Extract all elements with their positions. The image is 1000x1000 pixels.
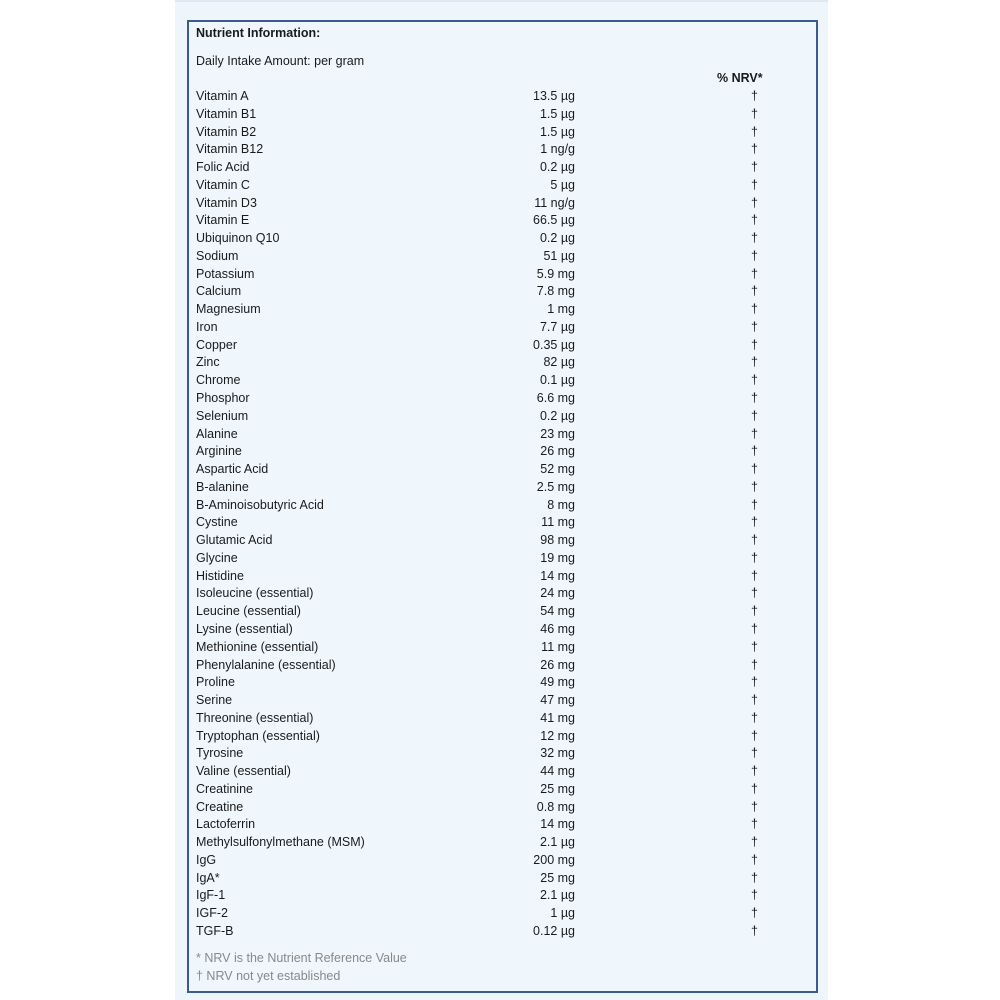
nutrient-name: Isoleucine (essential): [196, 586, 314, 601]
nutrient-name: B-Aminoisobutyric Acid: [196, 497, 324, 512]
nutrient-amount: 0.12 µg: [533, 923, 575, 938]
table-row: [196, 372, 796, 390]
table-row: [196, 745, 796, 763]
nutrient-name: Creatinine: [196, 781, 253, 796]
table-row: [196, 301, 796, 319]
nrv-value: †: [751, 373, 758, 388]
nutrient-amount: 1.5 µg: [539, 124, 575, 139]
nutrient-amount: 32 mg: [540, 746, 575, 761]
nutrient-name: Vitamin C: [196, 177, 250, 192]
nutrient-amount: 51 µg: [543, 248, 575, 263]
nutrient-amount: 47 mg: [540, 693, 575, 708]
table-row: [196, 674, 796, 692]
nutrient-amount: 24 mg: [540, 586, 575, 601]
nutrient-name: IgF-1: [196, 888, 226, 903]
nrv-value: †: [751, 124, 758, 139]
nutrient-name: Methylsulfonylmethane (MSM): [196, 835, 365, 850]
nrv-value: †: [751, 639, 758, 654]
nrv-value: †: [751, 408, 758, 423]
table-row: [196, 88, 796, 106]
nutrient-amount: 5.9 mg: [536, 266, 575, 281]
nutrient-amount: 0.2 µg: [539, 408, 575, 423]
table-row: [196, 585, 796, 603]
nrv-value: †: [751, 870, 758, 885]
nutrient-name: Sodium: [196, 248, 239, 263]
table-row: [196, 461, 796, 479]
nutrient-name: Glycine: [196, 550, 238, 565]
nutrient-name: Potassium: [196, 266, 255, 281]
nutrient-amount: 2.5 mg: [536, 479, 575, 494]
table-row: [196, 834, 796, 852]
nutrient-name: Creatine: [196, 799, 244, 814]
nrv-value: †: [751, 852, 758, 867]
table-row: [196, 550, 796, 568]
nrv-value: †: [751, 906, 758, 921]
nutrient-name: Valine (essential): [196, 764, 291, 779]
nrv-value: †: [751, 248, 758, 263]
table-row: [196, 195, 796, 213]
table-row: [196, 106, 796, 124]
nrv-value: †: [751, 568, 758, 583]
nrv-value: †: [751, 657, 758, 672]
nrv-value: †: [751, 302, 758, 317]
nutrient-name: Vitamin A: [196, 89, 249, 103]
table-row: [196, 621, 796, 639]
nutrient-amount: 49 mg: [540, 675, 575, 690]
table-row: [196, 426, 796, 444]
table-row: [196, 870, 796, 888]
table-row: [196, 763, 796, 781]
nutrient-amount: 66.5 µg: [533, 213, 575, 228]
nrv-value: †: [751, 533, 758, 548]
nutrient-name: Vitamin B2: [196, 124, 257, 139]
nutrient-amount: 19 mg: [540, 550, 575, 565]
nutrient-amount: 1.5 µg: [539, 106, 575, 121]
nutrient-name: Vitamin B1: [196, 106, 257, 121]
nutrient-amount: 0.35 µg: [533, 337, 575, 352]
nrv-value: †: [751, 710, 758, 725]
nutrient-amount: 200 mg: [533, 852, 575, 867]
nrv-value: †: [751, 604, 758, 619]
table-row: [196, 639, 796, 657]
nrv-value: †: [751, 462, 758, 477]
nrv-value: †: [751, 142, 758, 157]
table-row: [196, 497, 796, 515]
table-row: [196, 816, 796, 834]
table-row: [196, 283, 796, 301]
nutrient-amount: 5 µg: [550, 177, 575, 192]
nutrient-amount: 13.5 µg: [533, 89, 575, 103]
nrv-value: †: [751, 675, 758, 690]
nrv-value: †: [751, 195, 758, 210]
nutrient-name: IGF-2: [196, 906, 228, 921]
table-row: [196, 390, 796, 408]
nrv-value: †: [751, 231, 758, 246]
nrv-value: †: [751, 177, 758, 192]
nutrient-amount: 7.8 mg: [536, 284, 575, 299]
nutrient-amount: 6.6 mg: [536, 391, 575, 406]
table-row: [196, 905, 796, 923]
nrv-value: †: [751, 106, 758, 121]
nutrient-amount: 0.2 µg: [539, 160, 575, 175]
nutrient-amount: 7.7 µg: [539, 319, 575, 334]
nrv-value: †: [751, 479, 758, 494]
nrv-value: †: [751, 781, 758, 796]
nutrient-name: Proline: [196, 675, 235, 690]
nutrient-amount: 41 mg: [540, 710, 575, 725]
nrv-value: †: [751, 426, 758, 441]
nutrient-name: IgG: [196, 852, 217, 867]
nutrient-name: Calcium: [196, 284, 242, 299]
table-row: [196, 337, 796, 355]
nutrient-amount: 98 mg: [540, 533, 575, 548]
nutrient-name: Iron: [196, 319, 218, 334]
nutrient-name: Lactoferrin: [196, 817, 256, 832]
nrv-value: †: [751, 319, 758, 334]
table-row: [196, 923, 796, 941]
nrv-value: †: [751, 817, 758, 832]
nutrient-amount: 11 mg: [541, 515, 575, 530]
nutrient-name: Threonine (essential): [196, 710, 314, 725]
nutrient-amount: 0.2 µg: [539, 231, 575, 246]
table-title: Nutrient Information:: [196, 26, 321, 40]
nutrient-name: Phosphor: [196, 391, 250, 406]
nutrient-name: Ubiquinon Q10: [196, 231, 280, 246]
table-row: [196, 532, 796, 550]
nutrient-amount: 54 mg: [540, 604, 575, 619]
nrv-value: †: [751, 586, 758, 601]
nutrient-name: Selenium: [196, 408, 249, 423]
nrv-value: †: [751, 160, 758, 175]
nrv-value: †: [751, 835, 758, 850]
table-row: [196, 177, 796, 195]
table-row: [196, 603, 796, 621]
nutrient-amount: 0.1 µg: [539, 373, 575, 388]
nutrient-name: Serine: [196, 693, 233, 708]
table-row: [196, 248, 796, 266]
nutrient-name: Copper: [196, 337, 237, 352]
table-row: [196, 728, 796, 746]
table-row: [196, 124, 796, 142]
nrv-value: †: [751, 497, 758, 512]
nrv-value: †: [751, 746, 758, 761]
nutrient-name: Arginine: [196, 444, 242, 459]
table-row: [196, 443, 796, 461]
nutrient-name: Lysine (essential): [196, 621, 293, 636]
daily-intake-label: Daily Intake Amount: per gram: [196, 54, 365, 68]
nutrient-amount: 26 mg: [540, 657, 575, 672]
nrv-value: †: [751, 213, 758, 228]
nutrient-amount: 46 mg: [540, 621, 575, 636]
table-row: [196, 408, 796, 426]
nrv-value: †: [751, 799, 758, 814]
nutrient-amount: 2.1 µg: [539, 888, 575, 903]
nutrient-name: Leucine (essential): [196, 604, 301, 619]
nutrient-name: TGF-B: [196, 923, 234, 938]
nrv-value: †: [751, 728, 758, 743]
nrv-value: †: [751, 515, 758, 530]
nutrient-amount: 0.8 mg: [536, 799, 575, 814]
nutrient-name: Methionine (essential): [196, 639, 319, 654]
table-row: [196, 568, 796, 586]
nutrient-name: B-alanine: [196, 479, 249, 494]
nrv-value: †: [751, 621, 758, 636]
nutrient-name: Histidine: [196, 568, 244, 583]
table-row: [196, 799, 796, 817]
nutrient-amount: 1 mg: [547, 302, 575, 317]
nutrient-rows: [196, 88, 796, 941]
nrv-value: †: [751, 550, 758, 565]
nrv-value: †: [751, 266, 758, 281]
table-row: [196, 657, 796, 675]
nrv-value: †: [751, 337, 758, 352]
table-row: [196, 141, 796, 159]
nutrient-name: Alanine: [196, 426, 238, 441]
nutrient-name: Glutamic Acid: [196, 533, 273, 548]
table-row: [196, 479, 796, 497]
table-row: [196, 212, 796, 230]
table-row: [196, 781, 796, 799]
nrv-value: †: [751, 284, 758, 299]
table-row: [196, 514, 796, 532]
table-row: [196, 230, 796, 248]
nutrient-name: Vitamin E: [196, 213, 250, 228]
nutrient-amount: 11 mg: [541, 639, 575, 654]
nutrient-amount: 1 ng/g: [540, 142, 575, 157]
nrv-value: †: [751, 391, 758, 406]
table-row: [196, 692, 796, 710]
nutrient-amount: 44 mg: [540, 764, 575, 779]
nutrient-name: Magnesium: [196, 302, 261, 317]
nrv-value: †: [751, 888, 758, 903]
nutrient-name: Vitamin D3: [196, 195, 257, 210]
table-row: [196, 319, 796, 337]
nutrient-amount: 12 mg: [540, 728, 575, 743]
nutrient-amount: 14 mg: [540, 568, 575, 583]
nutrient-name: Aspartic Acid: [196, 462, 269, 477]
nutrient-name: Tyrosine: [196, 746, 244, 761]
nutrient-amount: 1 µg: [550, 906, 575, 921]
nutrient-amount: 11 ng/g: [534, 195, 575, 210]
footnote-nrv: * NRV is the Nutrient Reference Value: [196, 951, 407, 965]
nutrient-amount: 52 mg: [540, 462, 575, 477]
nrv-value: †: [751, 355, 758, 370]
nutrient-amount: 2.1 µg: [539, 835, 575, 850]
nrv-value: †: [751, 923, 758, 938]
nrv-value: †: [751, 764, 758, 779]
table-row: [196, 887, 796, 905]
nutrient-name: Phenylalanine (essential): [196, 657, 336, 672]
nutrient-amount: 14 mg: [540, 817, 575, 832]
nutrient-name: Cystine: [196, 515, 238, 530]
nutrient-name: Zinc: [196, 355, 220, 370]
nutrient-name: Folic Acid: [196, 160, 250, 175]
nutrient-amount: 25 mg: [540, 870, 575, 885]
table-row: [196, 354, 796, 372]
nutrient-name: Tryptophan (essential): [196, 728, 320, 743]
table-row: [196, 266, 796, 284]
nutrient-amount: 25 mg: [540, 781, 575, 796]
nrv-value: †: [751, 444, 758, 459]
nutrient-name: Chrome: [196, 373, 241, 388]
table-row: [196, 710, 796, 728]
nrv-value: †: [751, 693, 758, 708]
nutrient-amount: 8 mg: [547, 497, 575, 512]
table-row: [196, 159, 796, 177]
nutrient-amount: 26 mg: [540, 444, 575, 459]
nrv-value: †: [751, 89, 758, 103]
nutrient-name: Vitamin B12: [196, 142, 264, 157]
table-row: [196, 852, 796, 870]
footnote-dagger: † NRV not yet established: [196, 969, 341, 983]
nutrient-amount: 23 mg: [540, 426, 575, 441]
nrv-column-header: % NRV*: [717, 71, 763, 85]
nutrient-amount: 82 µg: [543, 355, 575, 370]
nutrient-name: IgA*: [196, 870, 220, 885]
